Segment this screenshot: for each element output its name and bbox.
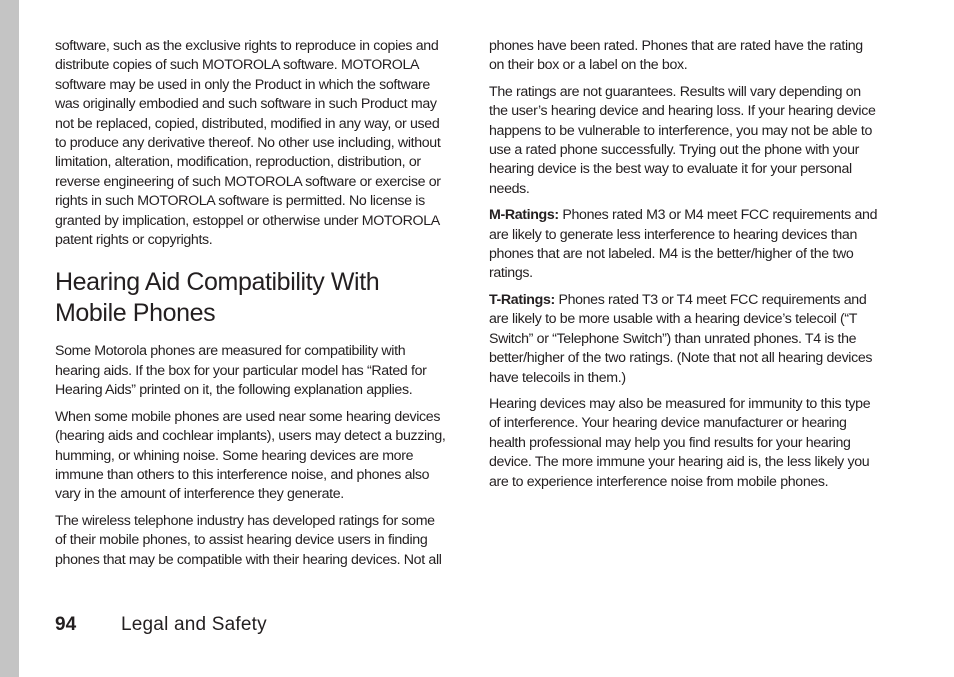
t-ratings-term: T-Ratings: xyxy=(489,291,555,308)
right-column xyxy=(489,37,881,499)
page-number: 94 xyxy=(55,614,77,635)
rated-phones-paragraph: phones have been rated. Phones that are rated have the rating on their box or a label on the box. xyxy=(489,38,863,74)
interference-paragraph: When some mobile phones are used near some hearing devices (hearing aids and cochlear implants), users may detect a buzzing, humming, or whining noise. Some hearing devices are more immune than others to this interference noise, and phones also vary in the amount of interference they generate. xyxy=(55,408,446,503)
left-column xyxy=(55,37,447,577)
t-ratings-paragraph xyxy=(489,291,881,388)
section-heading: Hearing Aid Compatibility With Mobile Phones xyxy=(55,268,380,328)
immunity-paragraph: Hearing devices may also be measured for immunity to this type of interference. Your hearing device manufacturer or hearing health professional may help you find results for your hearing device. The more immune your hearing aid is, the less likely you are to experience interference noise from mobile phones. xyxy=(489,395,871,490)
compatibility-paragraph: Some Motorola phones are measured for compatibility with hearing aids. If the box for your particular model has “Rated for Hearing Aids” printed on it, the following explanation applies. xyxy=(55,343,427,399)
software-license-paragraph: software, such as the exclusive rights to reproduce in copies and distribute copies of such MOTOROLA software. MOTOROLA software may be used in only the Product in which the software was originally embodied and such software in such Product may not be replaced, copied, distributed, modified in any way, or used to produce any derivative thereof. No other use including, without limitation, alteration, modification, reproduction, distribution, or reverse engineering of such MOTOROLA software or exercise or rights in such MOTOROLA software is permitted. No license is granted by implication, estoppel or otherwise under MOTOROLA patent rights or copyrights. xyxy=(55,38,441,249)
t-ratings-text: Phones rated T3 or T4 meet FCC requirements and are likely to be more usable with a hearing device’s telecoil (“T Switch” or “Telephone Switch”) than unrated phones. T4 is the better/higher of the two ratings. (Note that not all hearing devices have telecoils in them.) xyxy=(489,291,873,386)
m-ratings-term: M-Ratings: xyxy=(489,207,559,224)
m-ratings-text: Phones rated M3 or M4 meet FCC requirements and are likely to generate less interference to hearing devices than phones that are not labeled. M4 is the better/higher of the two ratings. xyxy=(489,207,878,282)
m-ratings-paragraph xyxy=(489,206,881,284)
guarantees-paragraph: The ratings are not guarantees. Results will vary depending on the user’s hearing device and hearing loss. If your hearing device happens to be vulnerable to interference, you may not be able to use a rated phone successfully. Trying out the phone with your hearing device is the best way to evaluate it for your personal needs. xyxy=(489,83,876,197)
ratings-paragraph: The wireless telephone industry has developed ratings for some of their mobile phones, to assist hearing device users in finding phones that may be compatible with their hearing devices. Not all xyxy=(55,512,442,568)
page-edge-tab xyxy=(0,0,19,677)
footer-section-title: Legal and Safety xyxy=(121,614,267,635)
page-footer xyxy=(55,614,267,642)
